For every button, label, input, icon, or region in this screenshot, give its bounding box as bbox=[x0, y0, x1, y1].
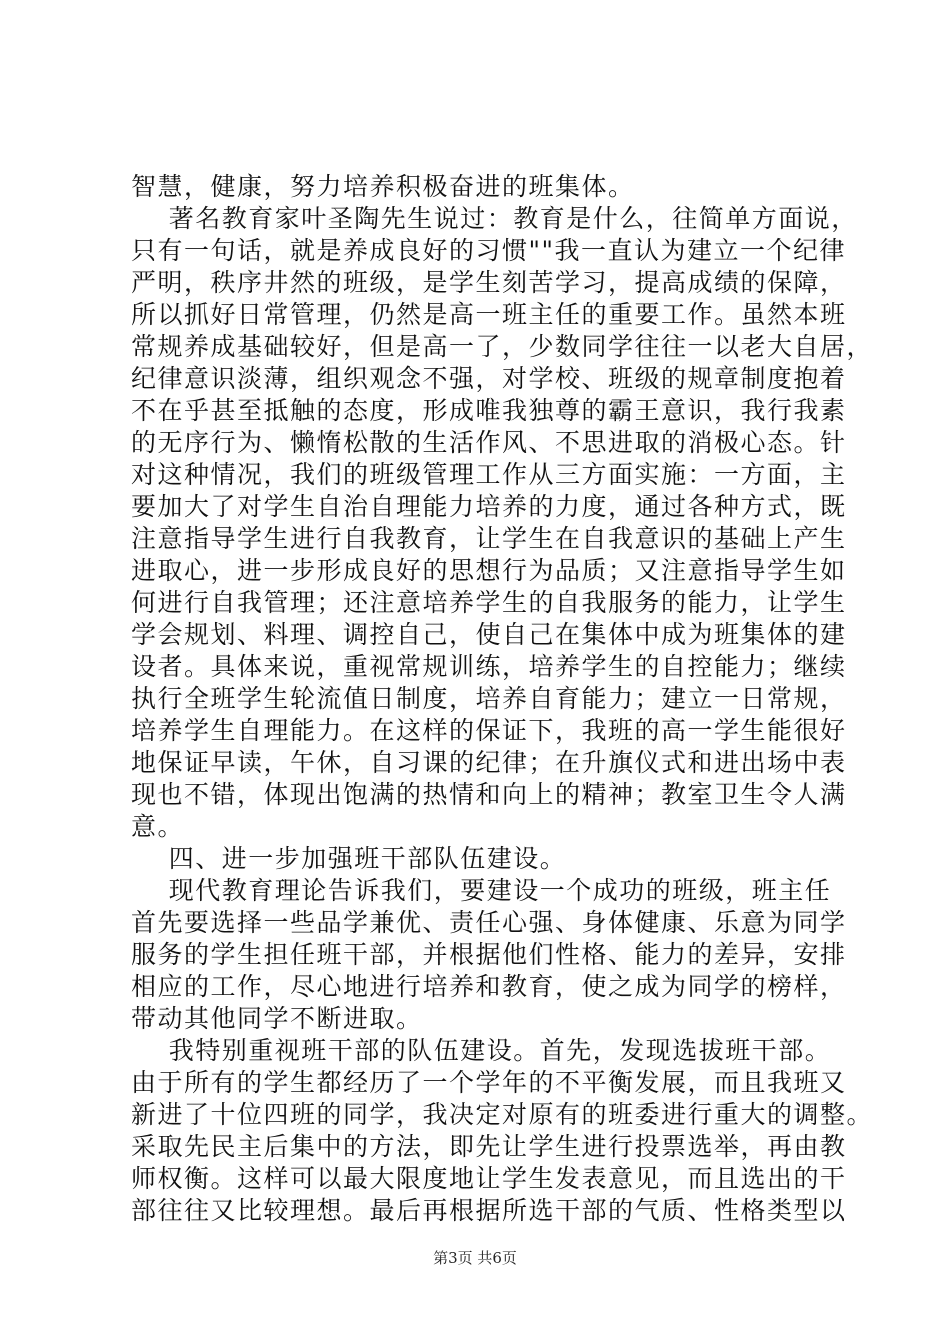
text-line: 纪律意识淡薄，组织观念不强，对学校、班级的规章制度抱着 bbox=[131, 364, 847, 393]
text-line: 由于所有的学生都经历了一个学年的不平衡发展，而且我班又 bbox=[131, 1068, 847, 1097]
text-line: 设者。具体来说，重视常规训练，培养学生的自控能力；继续 bbox=[131, 652, 847, 681]
text-line: 地保证早读，午休，自习课的纪律；在升旗仪式和进出场中表 bbox=[131, 748, 847, 777]
text-line: 意。 bbox=[131, 812, 185, 841]
page-footer: 第3页 共6页 bbox=[433, 1249, 517, 1267]
text-line: 所以抓好日常管理，仍然是高一班主任的重要工作。虽然本班 bbox=[131, 300, 847, 329]
text-line: 新进了十位四班的同学，我决定对原有的班委进行重大的调整。 bbox=[131, 1100, 874, 1129]
text-line: 首先要选择一些品学兼优、责任心强、身体健康、乐意为同学 bbox=[131, 908, 847, 937]
text-line: 部往往又比较理想。最后再根据所选干部的气质、性格类型以 bbox=[131, 1196, 847, 1225]
text-line: 要加大了对学生自治自理能力培养的力度，通过各种方式，既 bbox=[131, 492, 847, 521]
text-line: 现也不错，体现出饱满的热情和向上的精神；教室卫生令人满 bbox=[131, 780, 847, 809]
document-body bbox=[131, 171, 874, 1227]
text-line: 执行全班学生轮流值日制度，培养自育能力；建立一日常规， bbox=[131, 684, 847, 713]
text-line: 师权衡。这样可以最大限度地让学生发表意见，而且选出的干 bbox=[131, 1164, 847, 1193]
text-line: 我特别重视班干部的队伍建设。首先，发现选拔班干部。 bbox=[131, 1036, 832, 1065]
text-line: 服务的学生担任班干部，并根据他们性格、能力的差异，安排 bbox=[131, 940, 847, 969]
text-line: 何进行自我管理；还注意培养学生的自我服务的能力，让学生 bbox=[131, 588, 847, 617]
text-line: 不在乎甚至抵触的态度，形成唯我独尊的霸王意识，我行我素 bbox=[131, 396, 847, 425]
text-line: 智慧，健康，努力培养积极奋进的班集体。 bbox=[131, 172, 635, 201]
text-line: 对这种情况，我们的班级管理工作从三方面实施：一方面，主 bbox=[131, 460, 847, 489]
text-line: 的无序行为、懒惰松散的生活作风、不思进取的消极心态。针 bbox=[131, 428, 847, 457]
text-line: 四、进一步加强班干部队伍建设。 bbox=[131, 844, 567, 873]
text-line: 注意指导学生进行自我教育，让学生在自我意识的基础上产生 bbox=[131, 524, 847, 553]
text-line: 著名教育家叶圣陶先生说过：教育是什么，往简单方面说， bbox=[131, 204, 858, 233]
text-line: 带动其他同学不断进取。 bbox=[131, 1004, 423, 1033]
text-line: 采取先民主后集中的方法，即先让学生进行投票选举，再由教 bbox=[131, 1132, 847, 1161]
text-line: 常规养成基础较好，但是高一了，少数同学往往一以老大自居， bbox=[131, 332, 874, 361]
text-line: 严明，秩序井然的班级，是学生刻苦学习，提高成绩的保障， bbox=[131, 268, 847, 297]
text-line: 相应的工作，尽心地进行培养和教育，使之成为同学的榜样， bbox=[131, 972, 847, 1001]
text-line: 培养学生自理能力。在这样的保证下，我班的高一学生能很好 bbox=[131, 716, 847, 745]
text-line: 学会规划、料理、调控自己，使自己在集体中成为班集体的建 bbox=[131, 620, 847, 649]
text-line: 进取心，进一步形成良好的思想行为品质；又注意指导学生如 bbox=[131, 556, 847, 585]
text-line: 现代教育理论告诉我们，要建设一个成功的班级，班主任 bbox=[131, 876, 832, 905]
text-line: 只有一句话，就是养成良好的习惯""我一直认为建立一个纪律 bbox=[131, 236, 847, 265]
